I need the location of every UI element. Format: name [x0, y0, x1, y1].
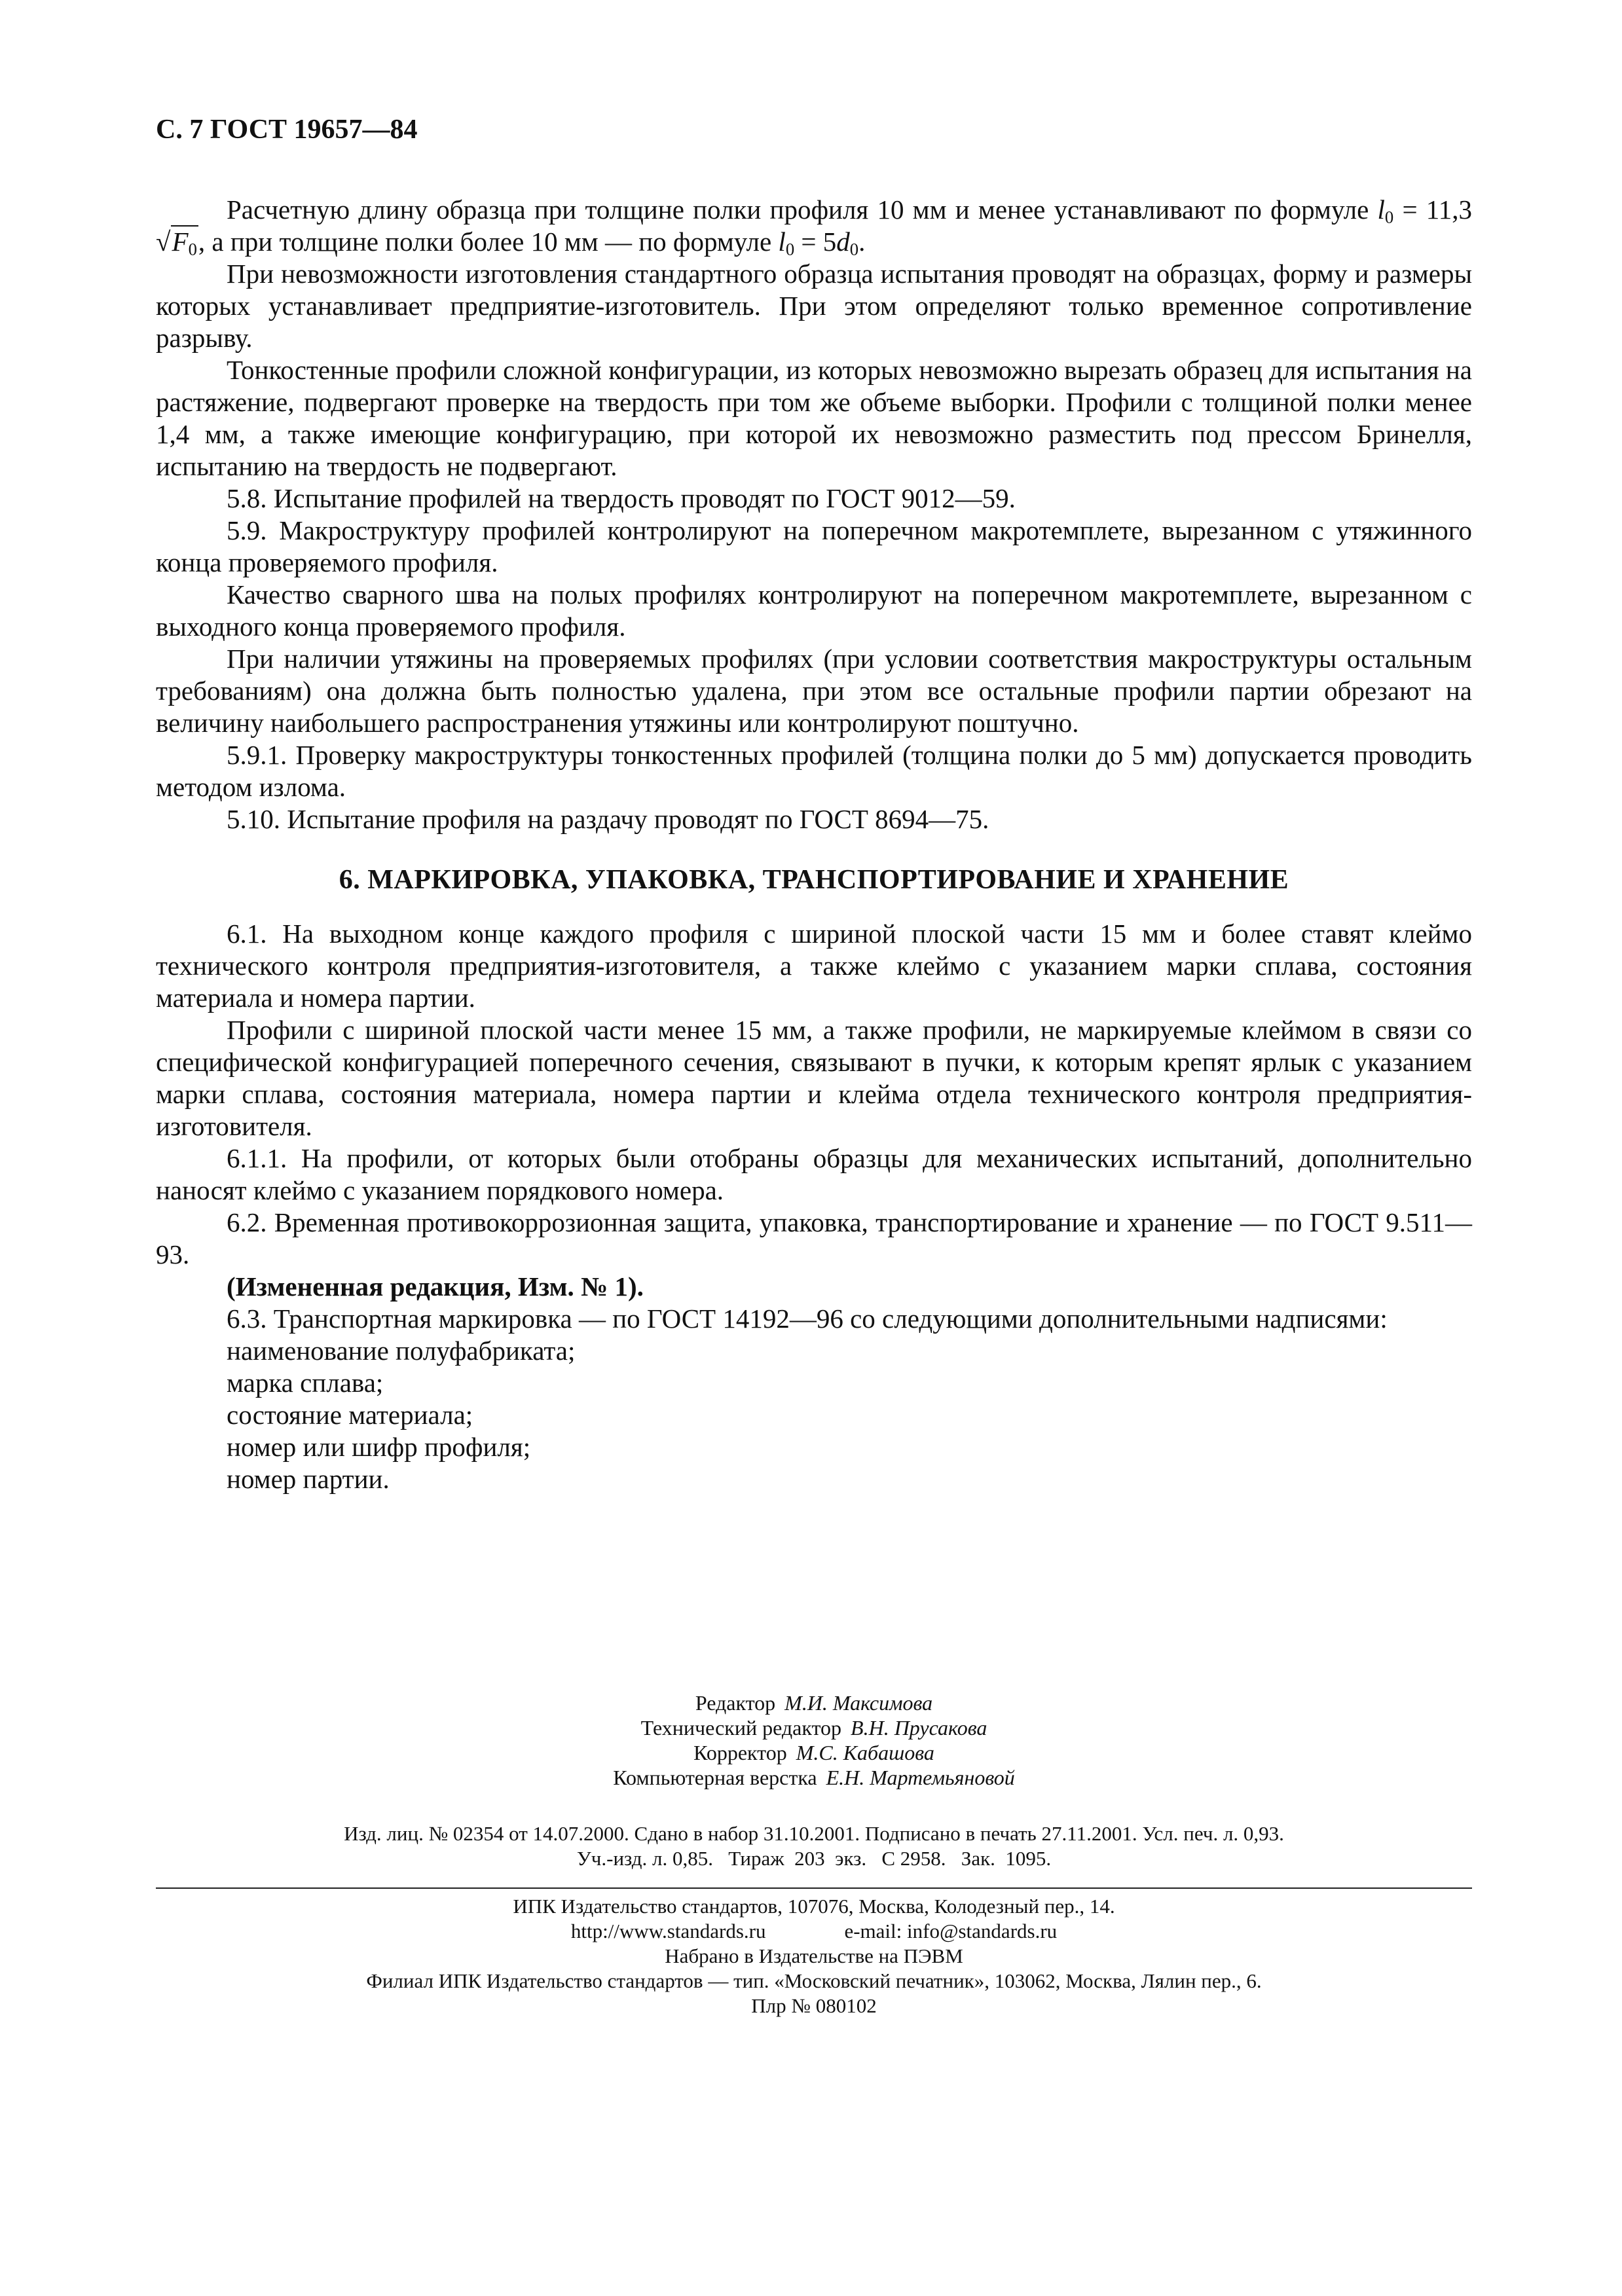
formula-var: d — [836, 227, 850, 257]
credit-name: М.И. Максимова — [784, 1691, 933, 1715]
list-item: состояние материала; — [227, 1400, 473, 1430]
paragraph-6-1: 6.1. На выходном конце каждого профиля с шириной плоской части 15 мм и более ставят клеймо технического контроля предприятия-изготовителя, а также клеймо с указанием марки сплава, состояния материала и номера партии. — [156, 919, 1472, 1013]
list-item: наименование полуфабриката; — [227, 1336, 576, 1366]
paragraph-5-9-1: 5.9.1. Проверку макроструктуры тонкостенных профилей (толщина полки до 5 мм) допускается проводить методом излома. — [156, 740, 1472, 802]
imprint-block — [156, 1821, 1472, 1871]
credit-label: Корректор — [693, 1741, 787, 1764]
formula-var: l — [1377, 194, 1385, 225]
paragraph-gauge-length — [156, 194, 1472, 258]
formula-sub: 0 — [1384, 207, 1394, 227]
body-text — [156, 194, 1472, 1495]
credit-name: Е.Н. Мартемьяновой — [826, 1766, 1015, 1789]
paragraph: Качество сварного шва на полых профилях контролируют на поперечном макротемплете, вырезанном с выходного конца проверяемого профиля. — [156, 579, 1472, 642]
marking-list — [156, 1335, 1472, 1495]
sqrt-radicand — [171, 225, 198, 257]
text-run: , а при толщине полки более 10 мм — по формуле — [198, 227, 779, 257]
paragraph: Профили с шириной плоской части менее 15 мм, а также профили, не маркируемые клеймом в связи со специфической конфигурацией поперечного сечения, связывают в пучки, к которым крепят ярлык с указанием марки сплава, состояния материала, номера партии и клейма отдела технического контроля предприятия-изготовителя. — [156, 1015, 1472, 1141]
publisher-line: Филиал ИПК Издательство стандартов — тип. «Московский печатник», 103062, Москва, Лялин пер., 6. — [366, 1969, 1262, 1992]
paragraph: Тонкостенные профили сложной конфигурации, из которых невозможно вырезать образец для испытания на растяжение, подвергают проверке на твердость при том же объеме выборки. Профили с толщиной полки менее 1,4 мм, а также имеющие конфигурацию, при которой их невозможно разместить под прессом Бринелля, испытанию на твердость не подвергают. — [156, 355, 1472, 481]
page-header: С. 7 ГОСТ 19657—84 — [156, 115, 418, 145]
paragraph-5-8: 5.8. Испытание профилей на твердость проводят по ГОСТ 9012—59. — [227, 483, 1016, 513]
paragraph-5-10: 5.10. Испытание профиля на раздачу проводят по ГОСТ 8694—75. — [227, 804, 989, 834]
paragraph: При наличии утяжины на проверяемых профилях (при условии соответствия макроструктуры остальным требованиям) она должна быть полностью удалена, при этом все остальные профили партии обрезают на величину наибольшего распространения утяжины или контролируют поштучно. — [156, 644, 1472, 738]
imprint-line: Уч.-изд. л. 0,85. Тираж 203 экз. С 2958. Зак. 1095. — [576, 1847, 1052, 1870]
publisher-line: Набрано в Издательстве на ПЭВМ — [665, 1944, 963, 1967]
publisher-contacts — [571, 1919, 1057, 1944]
formula-eq: = 5 — [794, 227, 837, 257]
paragraph-6-2: 6.2. Временная противокоррозионная защита, упаковка, транспортирование и хранение — по ГОСТ 9.511—93. — [156, 1207, 1472, 1269]
imprint-line: Изд. лиц. № 02354 от 14.07.2000. Сдано в набор 31.10.2001. Подписано в печать 27.11.2001. Усл. печ. л. 0,93. — [344, 1822, 1284, 1845]
paragraph-5-9: 5.9. Макроструктуру профилей контролируют на поперечном макротемплете, вырезанном с утяжинного конца проверяемого профиля. — [156, 515, 1472, 577]
list-item: марка сплава; — [227, 1368, 384, 1398]
text-run: . — [858, 227, 866, 257]
paragraph: При невозможности изготовления стандартного образца испытания проводят на образцах, форму и размеры которых устанавливает предприятие-изготовитель. При этом определяют только временное сопротивление разрыву. — [156, 259, 1472, 353]
divider-rule — [156, 1887, 1472, 1889]
formula-eq: = 11,3 — [1393, 194, 1472, 225]
list-item: номер партии. — [227, 1464, 390, 1494]
publisher-block — [156, 1894, 1472, 2018]
sqrt-expression: $√F_0$ — [156, 227, 197, 259]
paragraph-6-1-1: 6.1.1. На профили, от которых были отобраны образцы для механических испытаний, дополнительно наносят клеймо с указанием порядкового номера. — [156, 1143, 1472, 1205]
credit-name: В.Н. Прусакова — [851, 1716, 987, 1740]
publisher-line: Плр № 080102 — [751, 1994, 877, 2017]
credit-name: М.С. Кабашова — [796, 1741, 934, 1764]
publisher-line: ИПК Издательство стандартов, 107076, Москва, Колодезный пер., 14. — [513, 1895, 1115, 1918]
list-item: номер или шифр профиля; — [227, 1432, 531, 1462]
section-title: 6. МАРКИРОВКА, УПАКОВКА, ТРАНСПОРТИРОВАНИЕ И ХРАНЕНИЕ — [339, 865, 1289, 895]
formula-var: l — [778, 227, 786, 257]
credit-layout — [156, 1765, 1472, 1790]
formula-sub: 0 — [785, 239, 795, 259]
credit-tech-editor — [156, 1715, 1472, 1740]
credit-corrector — [156, 1740, 1472, 1765]
text-run: Расчетную длину образца при толщине полки профиля 10 мм и менее устанавливают по формуле — [227, 194, 1378, 225]
paragraph-6-3: 6.3. Транспортная маркировка — по ГОСТ 14192—96 со следующими дополнительными надписями: — [227, 1303, 1388, 1334]
publisher-url[interactable]: http://www.standards.ru — [570, 1920, 766, 1942]
document-page — [156, 111, 1472, 1495]
credit-label: Редактор — [695, 1691, 776, 1715]
amendment-note: (Измененная редакция, Изм. № 1). — [227, 1271, 644, 1302]
credit-editor — [156, 1690, 1472, 1715]
formula-var: F — [172, 227, 189, 257]
formula-sub: 0 — [188, 239, 197, 259]
publisher-email[interactable]: e-mail: info@standards.ru — [844, 1920, 1058, 1942]
credit-label: Компьютерная верстка — [613, 1766, 817, 1789]
credit-label: Технический редактор — [640, 1716, 842, 1740]
formula-sub: 0 — [849, 239, 859, 259]
credits-block — [156, 1690, 1472, 1790]
